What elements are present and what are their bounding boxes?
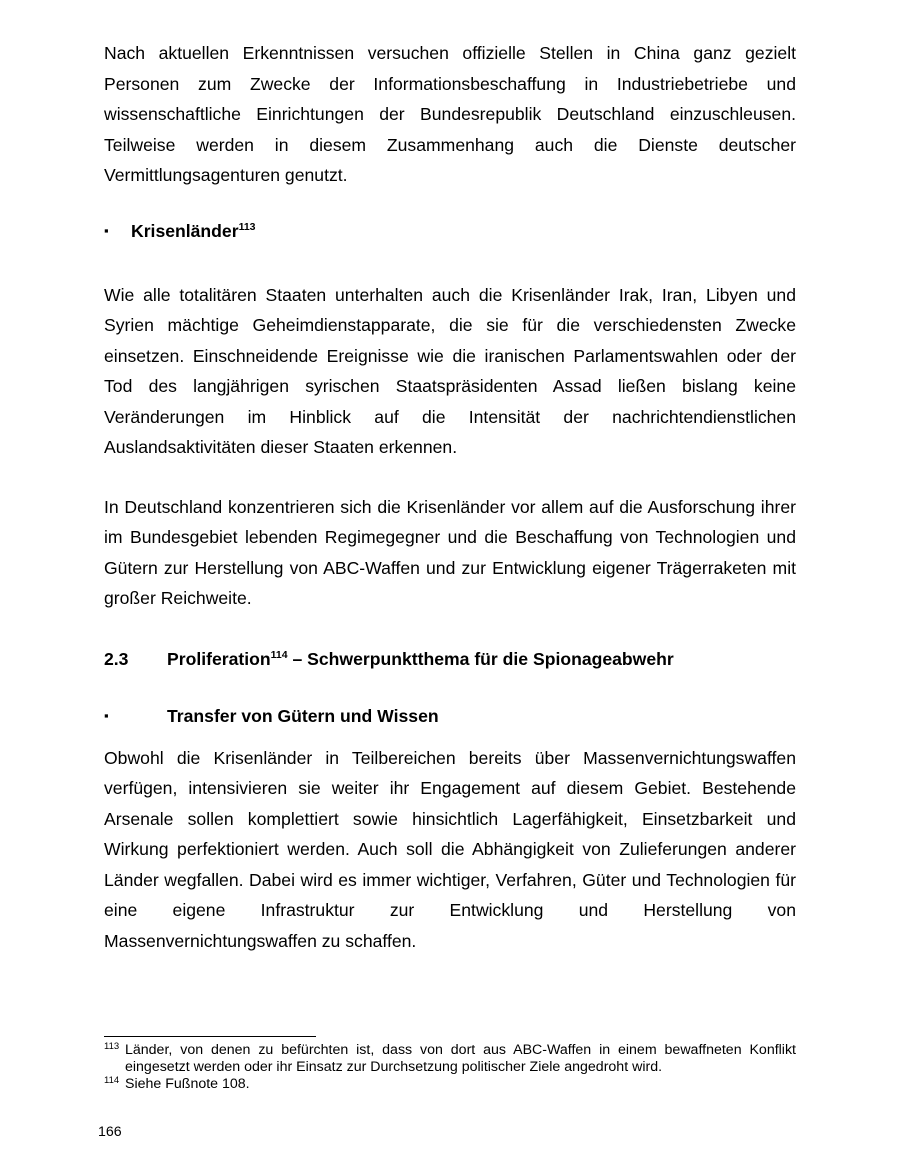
footnote-text: Länder, von denen zu befürchten ist, dass von dort aus ABC-Waffen in einem bewaffneten Konflikt eingesetzt werden oder ihr Einsatz zur Durchsetzung politischer Ziele angedroht wird. (125, 1042, 796, 1075)
footnote-ref-114[interactable]: 114 (270, 648, 288, 661)
paragraph-transfer: Obwohl die Krisenländer in Teilbereichen bereits über Massenvernichtungswaffen verfügen, intensivieren sie weiter ihr Engagement auf diesem Gebiet. Bestehende Arsenale sollen komplettiert sowie hinsichtlich Lagerfähigkeit, Einsetzbarkeit und Wirkung perfektioniert werden. Auch soll die Abhängigkeit von Zulieferungen anderer Länder wegfallen. Dabei wird es immer wichtiger, Verfahren, Güter und Technologien für eine eigene Infrastruktur zur Entwicklung und Herstellung von Massenvernichtungswaffen zu schaffen. (104, 747, 796, 951)
paragraph-china: Nach aktuellen Erkenntnissen versuchen offizielle Stellen in China ganz gezielt Personen zum Zwecke der Informationsbeschaffung in Industriebetriebe und wissenschaftliche Einrichtungen der Bundesrepublik Deutschland einzuschleusen. Teilweise werden in diesem Zusammenhang auch die Dienste deutscher Vermittlungsagenturen genutzt. (104, 43, 796, 185)
paragraph-krisen-1: Wie alle totalitären Staaten unterhalten auch die Krisenländer Irak, Iran, Libyen und Syrien mächtige Geheimdienstapparate, die sie für die verschiedensten Zwecke einsetzen. Einschneidende Ereignisse wie die iranischen Parlamentswahlen oder der Tod des langjährigen syrischen Staatspräsidenten Assad ließen bislang keine Veränderungen im Hinblick auf die Intensität der nachrichtendienstlichen Auslandsaktivitäten dieser Staaten erkennen. (104, 284, 796, 457)
footnotes (104, 1042, 796, 1093)
bullet-label: Transfer von Gütern und Wissen (167, 705, 439, 726)
section-title: Proliferation$^{114}$ – Schwerpunktthema für die Spionageabwehr (167, 648, 674, 669)
footnote-separator (104, 1036, 316, 1037)
footnote-number: 114 (104, 1075, 120, 1086)
bullet-transfer (104, 701, 796, 733)
bullet-krisenlaender (104, 216, 796, 248)
square-bullet-icon: ▪ (104, 222, 109, 238)
section-number: 2.3 (104, 648, 129, 669)
footnote-text: Siehe Fußnote 108. (125, 1076, 250, 1092)
page-content (104, 38, 796, 956)
section-heading (104, 644, 796, 674)
footnote-113 (104, 1042, 796, 1076)
square-bullet-icon: ▪ (104, 707, 109, 723)
footnote-number: 113 (104, 1041, 120, 1052)
bullet-label: Krisenländer$^{113}$ (131, 220, 256, 241)
footnote-114 (104, 1076, 796, 1093)
footnote-ref-113[interactable]: 113 (238, 220, 256, 233)
paragraph-krisen-2: In Deutschland konzentrieren sich die Krisenländer vor allem auf die Ausforschung ihrer im Bundesgebiet lebenden Regimegegner und die Beschaffung von Technologien und Gütern zur Herstellung von ABC-Waffen und zur Entwicklung eigener Trägerraketen mit großer Reichweite. (104, 496, 796, 608)
page-number: 166 (98, 1124, 122, 1140)
